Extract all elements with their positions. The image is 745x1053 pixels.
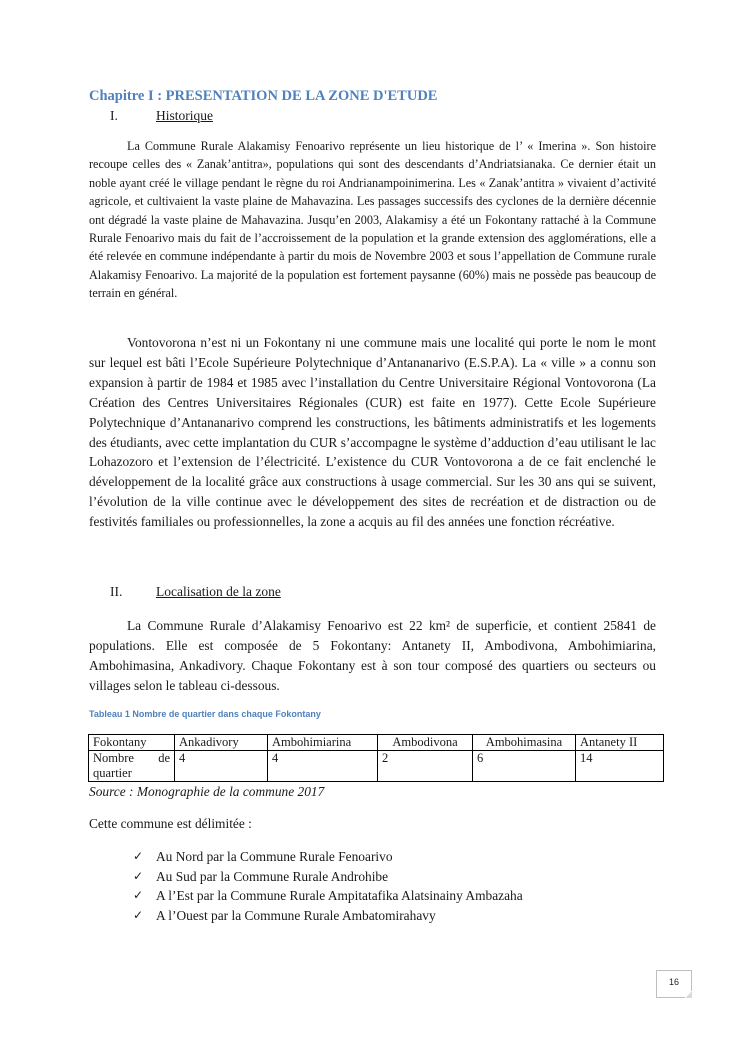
limits-list — [133, 847, 523, 925]
list-item — [133, 906, 523, 926]
list-item-text: Au Sud par la Commune Rurale Androhibe — [156, 868, 389, 884]
section-number: I. — [110, 108, 118, 123]
chapter-title: Chapitre I : PRESENTATION DE LA ZONE D'ETUDE — [89, 88, 438, 104]
section-heading-historique — [110, 108, 310, 126]
section-number: II. — [110, 584, 123, 599]
table-header-cell: Ankadivory — [175, 735, 268, 751]
section-heading-localisation — [110, 584, 410, 602]
table-header-cell: Antanety II — [576, 735, 664, 751]
check-icon: ✓ — [133, 888, 144, 903]
check-icon: ✓ — [133, 907, 144, 922]
table-header-cell: Ambodivona — [378, 735, 473, 751]
table-cell: 2 — [378, 751, 473, 782]
limits-intro: Cette commune est délimitée : — [89, 816, 252, 831]
paragraph-localisation: La Commune Rurale d’Alakamisy Fenoarivo est 22 km² de superficie, et contient 25841 de populations. Elle est composée de 5 Fokontany: Antanety II, Ambodivona, Ambohimiarina, Ambohimasina, Ankadivory. Chaque Fokontany est à son tour composé des quartiers ou secteurs ou villages selon le tableau ci-dessous. — [89, 618, 656, 693]
paragraph-vontovorona: Vontovorona n’est ni un Fokontany ni une commune mais une localité qui porte le nom le mont sur lequel est bâti l’Ecole Supérieure Polytechnique d’Antananarivo (E.S.P.A). La « ville » a connu son expansion à partir de 1984 et 1985 avec l’installation du Centre Universitaire Régional Vontovorona (La Création des Centres Universitaires Régionales (CUR) est faite en 1977). Cette Ecole Supérieure Polytechnique d’Antananarivo comprend les constructions, les bâtiments administratifs et les logements des étudiants, avec cette implantation du CUR s’accompagne le système d’adduction d’eau utilisant le lac Lohazozoro et l’extension de l’électricité. L’existence du CUR Vontovorona a de ce fait enclenché le développement de la localité grâce aux constructions à usage commercial. Sur les 30 ans qui se suivent, l’évolution de la ville continue avec le développement des sites de recréation et de distraction ou de festivités familiales ou professionnelles, la zone a acquis au fil des années une fonction récréative. — [89, 335, 656, 530]
list-item — [133, 867, 523, 887]
table-cell: 4 — [175, 751, 268, 782]
section-title: Historique — [156, 108, 213, 123]
table-header-cell: Fokontany — [89, 735, 175, 751]
list-item-text: A l’Ouest par la Commune Rurale Ambatomirahavy — [156, 907, 436, 923]
row-label-line: Nombre de — [93, 751, 170, 765]
section-title: Localisation de la zone — [156, 584, 281, 599]
check-icon: ✓ — [133, 868, 144, 883]
table-cell: 14 — [576, 751, 664, 782]
table-header-cell: Ambohimasina — [473, 735, 576, 751]
check-icon: ✓ — [133, 849, 144, 863]
page-number: 16 — [668, 977, 679, 987]
paragraph-historique: La Commune Rurale Alakamisy Fenoarivo représente un lieu historique de l’ « Imerina ». Son histoire recoupe celles des « Zanak’antitra», populations qui sont des descendants d’Andriatsianaka. Ce dernier était un noble ayant créé le village pendant le règne du roi Andrianampoinimerina. Les « Zanak’antitra » vivaient d’activité agricole, et cultivaient la vaste plaine de Mahavazina. Les passages successifs des cyclones de la dernière décennie ont dégradé la vaste plaine de Mahavazina. Jusqu’en 2003, Alakamisy a été un Fokontany rattaché à la Commune Rurale Fenoarivo mais du fait de l’accroissement de la population et la grande extension des agglomérations, elle a été relevée en commune indépendante à partir du mois de Novembre 2003 et sous l’appellation de Commune rurale Alakamisy Fenoarivo. La majorité de la population est fortement paysanne (60%) mais ne possède pas beaucoup de terrain en général. — [89, 139, 656, 301]
table-caption: Tableau 1 Nombre de quartier dans chaque Fokontany — [89, 709, 321, 719]
table-header-cell: Ambohimiarina — [268, 735, 378, 751]
fokontany-table — [88, 734, 664, 782]
table-source: Source : Monographie de la commune 2017 — [89, 784, 325, 799]
row-label-line: quartier — [93, 766, 132, 780]
table-header-row — [89, 735, 664, 751]
list-item-text: Au Nord par la Commune Rurale Fenoarivo — [156, 849, 393, 864]
table-cell: 6 — [473, 751, 576, 782]
page-number-box — [656, 970, 692, 998]
table-row — [89, 751, 664, 782]
list-item — [133, 886, 523, 906]
table-row-label — [89, 751, 175, 782]
table-cell: 4 — [268, 751, 378, 782]
list-item — [133, 847, 523, 867]
list-item-text: A l’Est par la Commune Rurale Ampitatafika Alatsinainy Ambazaha — [156, 888, 523, 904]
